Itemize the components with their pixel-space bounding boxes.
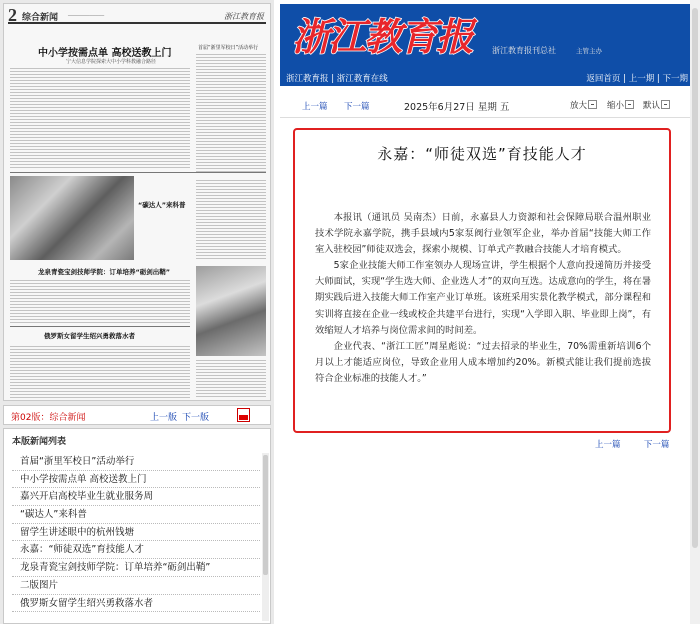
- thumbnail-text-block: [10, 68, 190, 170]
- thumbnail-text-block: [10, 346, 190, 398]
- separator: |: [328, 74, 337, 84]
- list-scrollbar[interactable]: [262, 453, 269, 621]
- list-item[interactable]: 永嘉：“师徒双选”育技能人才: [12, 541, 260, 559]
- article-list-panel: [3, 428, 271, 624]
- site-banner: [280, 4, 696, 86]
- current-page-label: 第02版：综合新闻: [11, 413, 86, 423]
- list-item[interactable]: 中小学按需点单 高校送教上门: [12, 471, 260, 489]
- prev-article-link[interactable]: 上一篇: [302, 102, 328, 112]
- thumbnail-bottom-headline[interactable]: 俄罗斯女留学生绍兴勇救落水者: [44, 332, 135, 340]
- site-links: [286, 72, 388, 84]
- list-item[interactable]: 二版图片: [12, 577, 260, 595]
- article-list: [12, 453, 260, 612]
- left-panel: [0, 0, 274, 624]
- list-item[interactable]: 龙泉青瓷宝剑技师学院：订单培养“砺剑出鞘”: [12, 559, 260, 577]
- list-item[interactable]: 首届“浙里军校日”活动举行: [12, 453, 260, 471]
- page-scrollbar[interactable]: [690, 0, 700, 624]
- thumbnail-photo[interactable]: [196, 266, 266, 356]
- default-size-label: 默认: [643, 101, 661, 111]
- logo-calligraphy-icon: [288, 8, 493, 60]
- thumbnail-divider: [10, 172, 266, 173]
- list-item[interactable]: 俄罗斯女留学生绍兴勇救落水者: [12, 595, 260, 613]
- separator: |: [654, 74, 663, 84]
- thumbnail-date-line: ────────────: [68, 13, 105, 19]
- article-paragraph: 本报讯（通讯员 吴南杰）日前，永嘉县人力资源和社会保障局联合温州职业技术学院永嘉学院，携手县域内5家泵阀行业领军企业，举办首届“技能大师工作室入驻校园”师徒双选会，探索小规模、订单式产教融合技能人才培育模式。: [315, 212, 651, 256]
- thumbnail-feature-headline[interactable]: 龙泉青瓷宝剑技师学院：订单培养“砺剑出鞘”: [38, 268, 171, 276]
- bottom-prev-article-link[interactable]: 上一篇: [595, 440, 621, 450]
- page-navigation-bar: [3, 405, 271, 425]
- page-scrollbar-thumb[interactable]: [692, 8, 698, 548]
- svg-text:浙江教育报: 浙江教育报: [292, 14, 473, 59]
- zoom-in-icon: [588, 100, 597, 109]
- article-title: 永嘉：“师徒双选”育技能人才: [377, 145, 587, 163]
- zoom-in-label: 放大: [570, 101, 588, 111]
- thumbnail-divider: [10, 326, 190, 327]
- thumbnail-photo-headline[interactable]: “碳达人”来科普: [138, 201, 186, 209]
- thumbnail-text-block: [196, 54, 266, 174]
- pdf-icon[interactable]: [237, 408, 250, 422]
- prev-issue-link[interactable]: 上一期: [628, 74, 655, 84]
- zoom-in-button[interactable]: [570, 99, 597, 111]
- newspaper-logo[interactable]: [288, 8, 493, 60]
- list-item[interactable]: 留学生讲述眼中的杭州钱塘: [12, 524, 260, 542]
- thumbnail-headline[interactable]: 中小学按需点单 高校送教上门: [38, 48, 172, 59]
- article-body: [315, 210, 651, 387]
- list-item[interactable]: 嘉兴开启高校毕业生就业服务周: [12, 488, 260, 506]
- thumbnail-section: 综合新闻: [22, 13, 59, 23]
- publisher-name: 浙江教育报刊总社: [492, 46, 556, 55]
- bottom-next-article-link[interactable]: 下一篇: [643, 440, 670, 450]
- zoom-out-label: 缩小: [607, 101, 625, 111]
- main-content: [277, 0, 700, 624]
- article-paragraph: 企业代表、“浙江工匠”周星彪说：“过去招录的毕业生，70%需重新培训6个月以上才能适应岗位，导致企业用人成本增加约20%。新模式能让我们提前选拔符合企业标准的技能人才。”: [315, 340, 651, 384]
- publisher-role: 主管主办: [576, 47, 602, 55]
- thumbnail-side-headline[interactable]: 首届“浙里军校日”活动举行: [198, 45, 259, 51]
- list-item[interactable]: “碳达人”来科普: [12, 506, 260, 524]
- thumbnail-text-block: [196, 360, 266, 398]
- default-size-icon: [661, 100, 670, 109]
- next-issue-link[interactable]: 下一期: [662, 74, 688, 84]
- list-scrollbar-thumb[interactable]: [263, 455, 268, 575]
- prev-page-link[interactable]: 上一版: [150, 413, 178, 423]
- thumbnail-page-number: 2: [8, 5, 17, 25]
- site-link-online[interactable]: 浙江教育在线: [336, 74, 388, 84]
- article-toolbar: [280, 92, 696, 118]
- thumbnail-masthead: 浙江教育报: [224, 12, 264, 21]
- newspaper-page-thumbnail[interactable]: [3, 3, 271, 401]
- thumbnail-text-block: [10, 280, 190, 324]
- thumbnail-subheadline: 宁大信息学院探索大中小学科教融合路径: [66, 59, 157, 65]
- zoom-out-icon: [625, 100, 634, 109]
- next-page-link[interactable]: 下一版: [182, 413, 210, 423]
- site-link-paper[interactable]: 浙江教育报: [286, 74, 329, 84]
- home-link[interactable]: 返回首页: [586, 74, 621, 84]
- next-article-link[interactable]: 下一篇: [344, 102, 370, 112]
- issue-navigation: [586, 72, 688, 84]
- bottom-article-navigation: [595, 438, 669, 450]
- default-size-button[interactable]: [643, 99, 670, 111]
- article-panel: [293, 128, 671, 433]
- separator: |: [620, 74, 629, 84]
- article-list-title: 本版新闻列表: [12, 437, 67, 447]
- issue-date: 2025年6月27日 星期 五: [404, 102, 510, 113]
- thumbnail-header: [8, 5, 266, 25]
- thumbnail-photo[interactable]: [10, 176, 134, 260]
- thumbnail-text-block: [196, 180, 266, 260]
- zoom-out-button[interactable]: [607, 99, 634, 111]
- article-paragraph: 5家企业技能大师工作室领办人现场宣讲，学生根据个人意向投递简历并接受大师面试，实现“学生选大师、企业选人才”的双向互选。达成意向的学生，将在暑期实践后进入技能大师工作室产业订单班。该班采用实景化教学模式，部分课程和实训将直接在企业一线或校企共建平台进行，实现“入学即入职、毕业即上岗”，有效缩短人才培养与岗位需求间的时间差。: [315, 260, 651, 336]
